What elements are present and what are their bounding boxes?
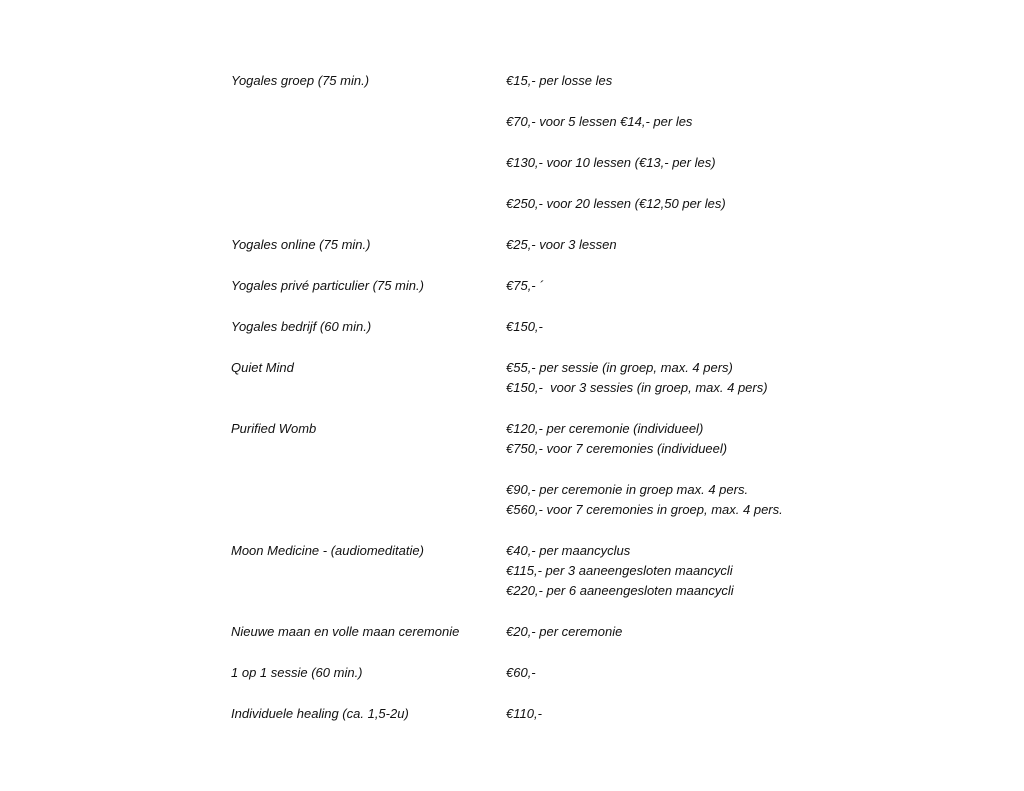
price-column xyxy=(506,622,931,642)
price-line: €130,- voor 10 lessen (€13,- per les) xyxy=(506,155,716,170)
price-group xyxy=(506,276,931,296)
price-row xyxy=(231,663,931,683)
price-column xyxy=(506,317,931,337)
price-group xyxy=(506,235,931,255)
price-column xyxy=(506,541,931,601)
price-line: €250,- voor 20 lessen (€12,50 per les) xyxy=(506,196,726,211)
service-label: Yogales online (75 min.) xyxy=(231,237,371,252)
price-line: €150,- voor 3 sessies (in groep, max. 4 pers) xyxy=(506,380,768,395)
price-row xyxy=(231,622,931,642)
price-group xyxy=(506,71,931,91)
price-column xyxy=(506,419,931,520)
price-group xyxy=(506,153,931,173)
price-column xyxy=(506,704,931,724)
price-line: €560,- voor 7 ceremonies in groep, max. 4 pers. xyxy=(506,502,783,517)
service-label: Yogales bedrijf (60 min.) xyxy=(231,319,372,334)
price-row xyxy=(231,235,931,255)
price-line: €110,- xyxy=(506,706,542,721)
service-label: Purified Womb xyxy=(231,421,317,436)
price-line: €15,- per losse les xyxy=(506,73,613,88)
price-column xyxy=(506,663,931,683)
price-line: €20,- per ceremonie xyxy=(506,624,623,639)
price-row xyxy=(231,541,931,601)
service-label: Individuele healing (ca. 1,5-2u) xyxy=(231,706,409,721)
price-column xyxy=(506,358,931,398)
price-row xyxy=(231,704,931,724)
service-label: Nieuwe maan en volle maan ceremonie xyxy=(231,624,460,639)
price-line: €120,- per ceremonie (individueel) xyxy=(506,421,704,436)
price-column xyxy=(506,235,931,255)
price-list xyxy=(231,71,931,745)
price-group xyxy=(506,541,931,601)
price-line: €115,- per 3 aaneengesloten maancycli xyxy=(506,563,733,578)
price-line: €70,- voor 5 lessen €14,- per les xyxy=(506,114,693,129)
price-row xyxy=(231,71,931,214)
price-group xyxy=(506,317,931,337)
price-line: €750,- voor 7 ceremonies (individueel) xyxy=(506,441,728,456)
service-label: Yogales groep (75 min.) xyxy=(231,73,370,88)
price-line: €150,- xyxy=(506,319,543,334)
price-line: €220,- per 6 aaneengesloten maancycli xyxy=(506,583,734,598)
price-row xyxy=(231,419,931,520)
price-line: €25,- voor 3 lessen xyxy=(506,237,617,252)
price-row xyxy=(231,317,931,337)
price-group xyxy=(506,112,931,132)
price-group xyxy=(506,704,931,724)
service-label: 1 op 1 sessie (60 min.) xyxy=(231,665,363,680)
price-line: €55,- per sessie (in groep, max. 4 pers) xyxy=(506,360,733,375)
service-label: Yogales privé particulier (75 min.) xyxy=(231,278,424,293)
price-line: €90,- per ceremonie in groep max. 4 pers. xyxy=(506,482,749,497)
price-group xyxy=(506,480,931,520)
price-group xyxy=(506,622,931,642)
price-line: €75,- ´ xyxy=(506,278,544,293)
price-line: €60,- xyxy=(506,665,536,680)
service-label: Quiet Mind xyxy=(231,360,294,375)
price-group xyxy=(506,663,931,683)
price-line: €40,- per maancyclus xyxy=(506,543,631,558)
price-group xyxy=(506,358,931,398)
price-row xyxy=(231,358,931,398)
service-label: Moon Medicine - (audiomeditatie) xyxy=(231,543,424,558)
price-group xyxy=(506,419,931,459)
price-column xyxy=(506,276,931,296)
price-column xyxy=(506,71,931,214)
price-row xyxy=(231,276,931,296)
price-group xyxy=(506,194,931,214)
